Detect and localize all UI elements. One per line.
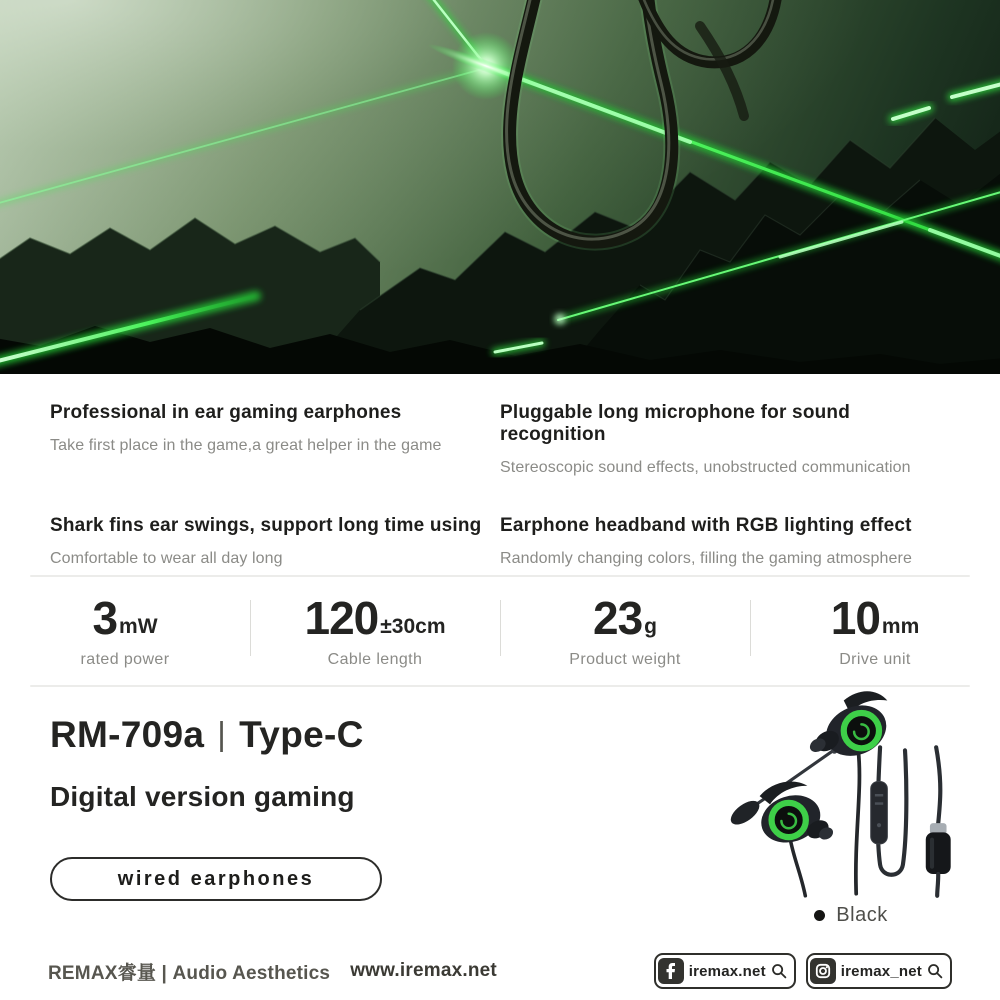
product-connector-type: Type-C [239,714,364,755]
hero-image [0,0,1000,374]
spec-unit: ±30cm [380,615,446,638]
wired-earphones-badge: wired earphones [50,857,382,901]
spec-value [92,592,158,644]
footer [0,942,1000,1000]
inline-remote [871,782,888,844]
spec-label: Cable length [327,651,423,668]
color-variant [716,904,986,927]
feature-grid [0,374,1000,568]
brand-text: REMAX睿量 | Audio Aesthetics [48,962,331,984]
product-figure [716,690,986,927]
spec-row [0,584,1000,680]
spec-cable-length [250,584,500,680]
divider-line [30,575,970,577]
website-link[interactable]: www.iremax.net [350,960,497,981]
product-title [50,714,570,756]
type-c-connector [926,747,951,896]
feature-subtitle: Take first place in the game,a great helper in the game [50,437,442,454]
search-icon [771,963,787,979]
feature-item [50,515,500,568]
product-info [50,714,570,901]
spec-label: Product weight [569,651,681,668]
instagram-icon [810,958,836,984]
instagram-badge[interactable] [806,953,952,989]
black-color-dot [814,910,825,921]
feature-title: Pluggable long microphone for sound recognition [500,402,851,445]
spec-number: 120 [304,592,379,644]
spec-unit: mm [881,615,920,638]
spec-label: Drive unit [839,651,911,668]
feature-subtitle: Stereoscopic sound effects, unobstructed communication [500,459,911,476]
spec-rated-power [0,584,250,680]
product-model: RM-709a [50,714,205,755]
color-label: Black [836,904,888,926]
hero-scene-graphic [0,0,1000,374]
feature-title: Professional in ear gaming earphones [50,402,402,423]
spec-number: 23 [593,592,643,644]
spec-drive-unit [750,584,1000,680]
spec-unit: mW [119,615,158,638]
feature-subtitle: Randomly changing colors, filling the gaming atmosphere [500,550,912,567]
instagram-handle: iremax_net [840,962,922,980]
feature-subtitle: Comfortable to wear all day long [50,550,283,567]
feature-item [500,402,950,477]
facebook-icon [658,958,684,984]
spec-product-weight [500,584,750,680]
feature-title: Earphone headband with RGB lighting effect [500,515,912,536]
spec-label: rated power [80,651,170,668]
feature-item [50,402,500,477]
spec-unit: g [644,615,657,638]
facebook-handle: iremax.net [688,962,766,980]
social-badges [654,953,952,989]
earbud-left [755,781,835,849]
search-icon [927,963,943,979]
spec-value [304,592,446,644]
title-separator: | [217,715,227,752]
divider-line [30,685,970,687]
earphones-product-image [716,690,986,898]
feature-title: Shark fins ear swings, support long time using [50,515,482,536]
spec-value [830,592,920,644]
spec-number: 3 [92,592,118,644]
feature-item [500,515,950,568]
spec-value [593,592,657,644]
spec-number: 10 [830,592,880,644]
product-subtitle: Digital version gaming [50,781,355,812]
facebook-badge[interactable] [654,953,796,989]
